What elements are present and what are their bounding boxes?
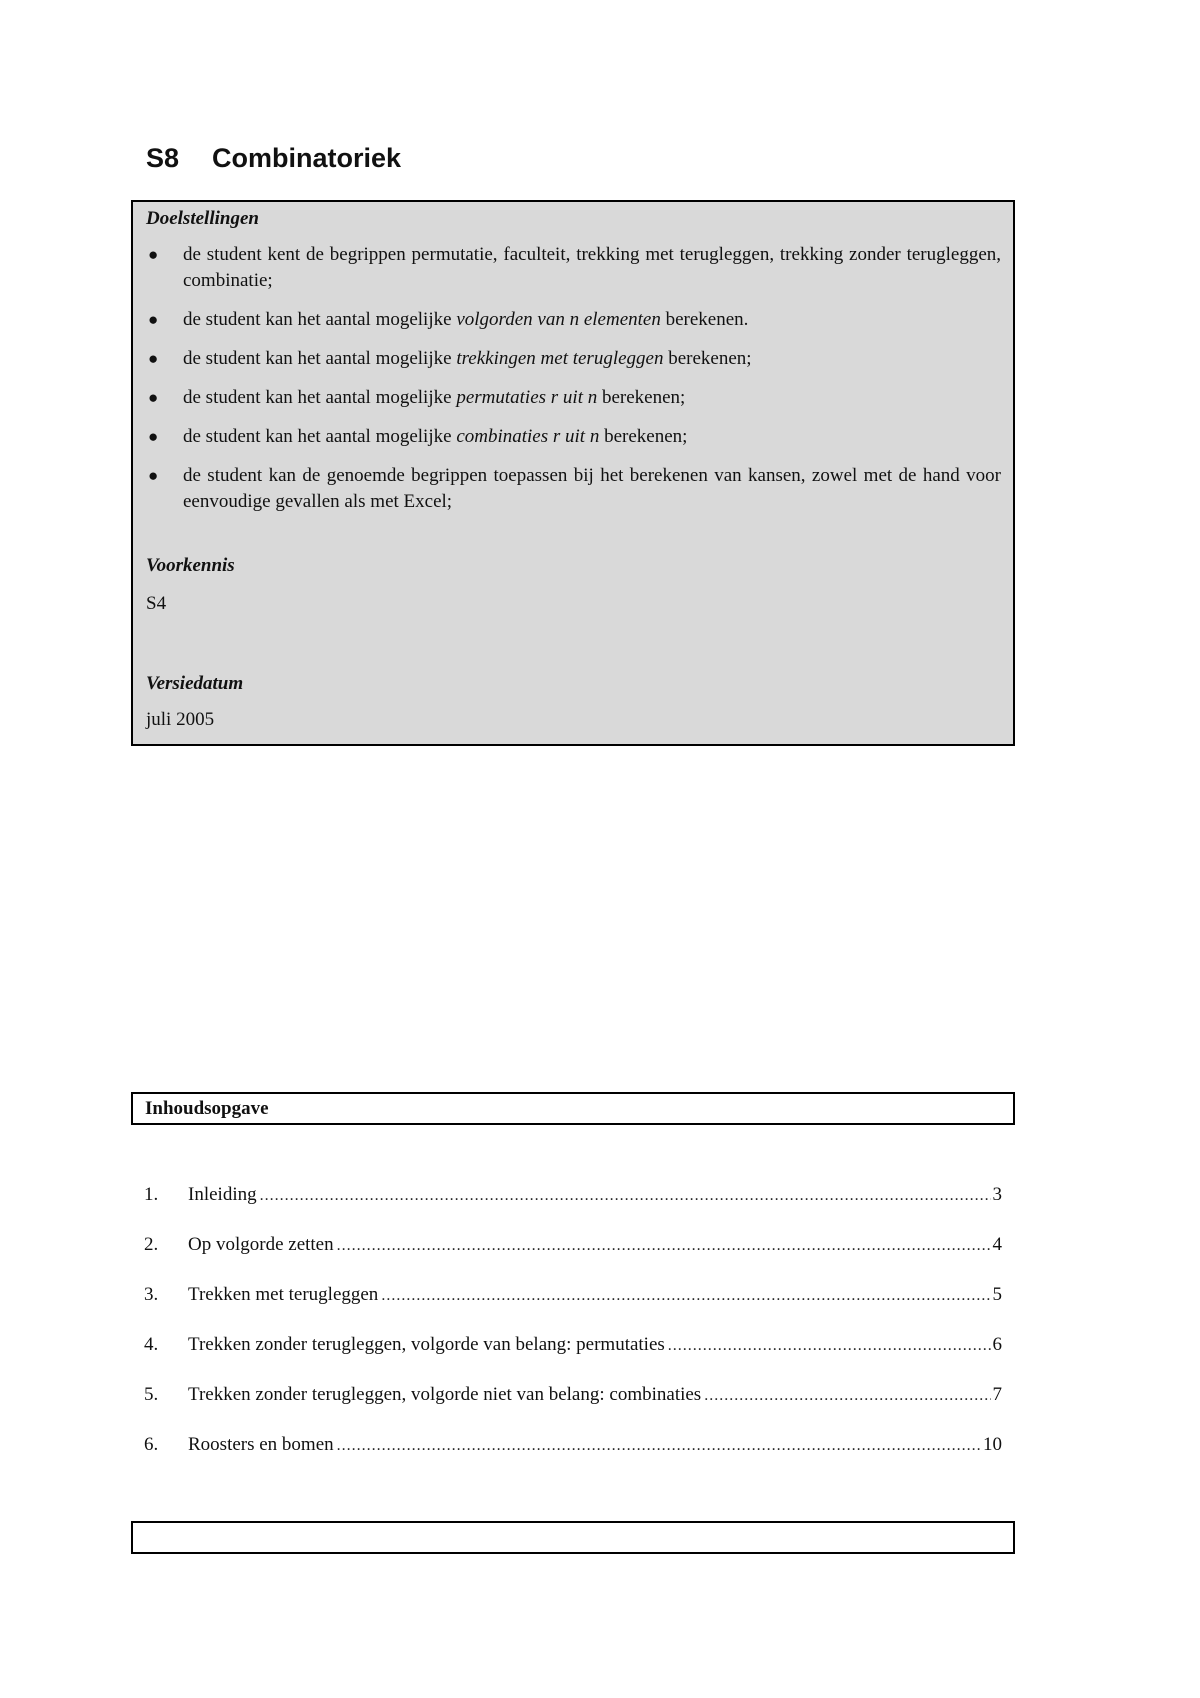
bullet-icon: ● bbox=[148, 310, 159, 329]
toc-entry[interactable] bbox=[144, 1332, 1002, 1382]
toc-dot-leader bbox=[260, 1183, 991, 1209]
bullet-icon: ● bbox=[148, 388, 159, 407]
empty-footer-box bbox=[131, 1521, 1015, 1554]
toc-dot-leader bbox=[337, 1433, 981, 1459]
toc-entry-title: Trekken zonder terugleggen, volgorde van belang: permutaties bbox=[188, 1334, 665, 1355]
toc-entry-page: 5 bbox=[992, 1284, 1002, 1305]
toc-entry-number: 2. bbox=[144, 1234, 159, 1255]
toc-entry-number: 5. bbox=[144, 1384, 159, 1405]
version-date-label: Versiedatum bbox=[146, 673, 244, 694]
toc-entry[interactable] bbox=[144, 1182, 1002, 1232]
objective-item: ● de student kan het aantal mogelijke combinaties r uit n berekenen; bbox=[146, 424, 1001, 450]
chapter-number: S8 bbox=[146, 143, 180, 173]
toc-entry-title: Trekken met terugleggen bbox=[188, 1284, 379, 1305]
toc-entry[interactable] bbox=[144, 1382, 1002, 1432]
chapter-title: Combinatoriek bbox=[212, 143, 402, 173]
toc-entry-title: Roosters en bomen bbox=[188, 1434, 334, 1455]
toc-entry-page: 3 bbox=[992, 1184, 1002, 1205]
objectives-list bbox=[146, 242, 1001, 515]
bullet-icon: ● bbox=[148, 245, 159, 264]
objective-item: ● de student kan het aantal mogelijke volgorden van n elementen berekenen. bbox=[146, 307, 1001, 333]
toc-heading: Inhoudsopgave bbox=[131, 1092, 1015, 1125]
toc-entry-number: 6. bbox=[144, 1434, 159, 1455]
toc-entry-number: 4. bbox=[144, 1334, 159, 1355]
toc-entry-page: 4 bbox=[992, 1234, 1002, 1255]
bullet-icon: ● bbox=[148, 349, 159, 368]
bullet-icon: ● bbox=[148, 427, 159, 446]
toc-entry-number: 1. bbox=[144, 1184, 159, 1205]
prior-knowledge-label: Voorkennis bbox=[146, 555, 235, 576]
version-date-value: juli 2005 bbox=[146, 709, 215, 730]
objective-item: ● de student kan het aantal mogelijke permutaties r uit n berekenen; bbox=[146, 385, 1001, 411]
toc-entry-page: 7 bbox=[992, 1384, 1002, 1405]
toc-dot-leader bbox=[337, 1233, 991, 1259]
chapter-heading bbox=[146, 140, 401, 176]
objective-item: ● de student kan de genoemde begrippen toepassen bij het berekenen van kansen, zowel met de hand voor eenvoudige gevallen als met Excel; bbox=[148, 465, 1001, 512]
toc-entry[interactable] bbox=[144, 1432, 1002, 1482]
objective-item: ● de student kent de begrippen permutatie, faculteit, trekking met terugleggen, trekking zonder terugleggen, combinatie; bbox=[148, 244, 1001, 291]
toc-dot-leader bbox=[668, 1333, 991, 1359]
objectives-box bbox=[131, 200, 1015, 746]
toc-entry[interactable] bbox=[144, 1282, 1002, 1332]
objectives-label: Doelstellingen bbox=[146, 208, 259, 229]
toc-entry-page: 6 bbox=[992, 1334, 1002, 1355]
objective-item: ● de student kan het aantal mogelijke trekkingen met terugleggen berekenen; bbox=[146, 346, 1001, 372]
prior-knowledge-value: S4 bbox=[146, 593, 167, 614]
toc-entry-number: 3. bbox=[144, 1284, 159, 1305]
bullet-icon: ● bbox=[148, 466, 159, 485]
toc-entry-title: Op volgorde zetten bbox=[188, 1234, 334, 1255]
toc-entry-title: Trekken zonder terugleggen, volgorde niet van belang: combinaties bbox=[188, 1384, 702, 1405]
toc-entry[interactable] bbox=[144, 1232, 1002, 1282]
table-of-contents bbox=[144, 1182, 1002, 1482]
toc-dot-leader bbox=[381, 1283, 990, 1309]
toc-entry-title: Inleiding bbox=[188, 1184, 257, 1205]
toc-dot-leader bbox=[704, 1383, 990, 1409]
toc-entry-page: 10 bbox=[983, 1434, 1002, 1455]
